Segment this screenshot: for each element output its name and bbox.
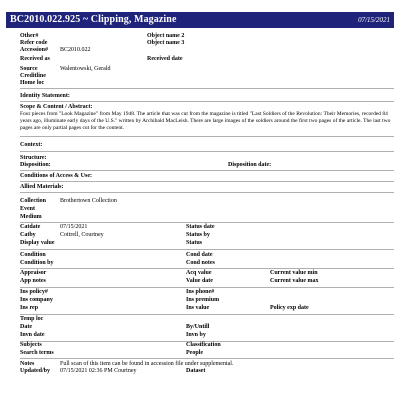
current-value-max-label: Current value max	[270, 278, 319, 284]
condition-by-label: Condition by	[20, 260, 54, 266]
divider	[20, 287, 394, 288]
row-subjects	[20, 342, 392, 350]
ins-premium-label: Ins premium	[186, 297, 220, 303]
row-received	[20, 56, 392, 64]
row-allied-materials	[20, 184, 392, 192]
value-date-label: Value date	[186, 278, 213, 284]
status-date-label: Status date	[186, 224, 215, 230]
scope-content-text: Four pieces from "Look Magazine" from May 1948. The article that was cut from the magazine is titled "Last Soldiers of the Revolution: Their Memories, recorded 84 years ago, illuminate early days of the U.S." written by Archibald MacLeish. There are large images of the soldiers around the first two pages of the article. The last two pages are only partial pages cut for the content.	[20, 111, 391, 131]
policy-exp-date-label: Policy exp date	[270, 305, 309, 311]
updated-by-label: Updated/by	[20, 368, 51, 374]
status-label: Status	[186, 240, 203, 246]
divider	[20, 192, 394, 193]
display-value-label: Display value	[20, 240, 55, 246]
allied-materials-label: Allied Materials:	[20, 184, 64, 190]
row-app-notes	[20, 278, 392, 286]
ins-rep-label: Ins rep	[20, 305, 39, 311]
divider	[20, 314, 394, 315]
catdate-label: Catdate	[20, 224, 41, 230]
search-terms-label: Search terms	[20, 350, 54, 356]
notes-value: Full scan of this item can be found in accession file under supplemental.	[60, 361, 234, 367]
ins-phone-label: Ins phone#	[186, 289, 215, 295]
row-catdate	[20, 224, 392, 232]
catdate-value: 07/15/2021	[60, 224, 88, 230]
invn-by-label: Invn by	[186, 332, 206, 338]
home-loc-label: Home loc	[20, 80, 45, 86]
structure-label: Structure:	[20, 155, 47, 161]
context-label: Context:	[20, 142, 43, 148]
event-label: Event	[20, 206, 35, 212]
row-updated-by	[20, 368, 392, 376]
ins-company-label: Ins company	[20, 297, 53, 303]
temp-loc-label: Temp loc	[20, 316, 44, 322]
disposition-label: Disposition:	[20, 162, 51, 168]
identity-statement-label: Identity Statement:	[20, 93, 70, 99]
object-name-3-label: Object name 3	[147, 40, 185, 46]
row-invn-date	[20, 332, 392, 340]
scope-content-label: Scope & Content / Abstract:	[20, 104, 93, 110]
object-name-2-label: Object name 2	[147, 33, 185, 39]
row-identity	[20, 93, 392, 101]
row-display-value	[20, 240, 392, 248]
divider	[20, 136, 394, 137]
divider	[20, 268, 394, 269]
row-temp-loc	[20, 316, 392, 324]
people-label: People	[186, 350, 203, 356]
collection-value: Brothertown Collection	[60, 198, 117, 204]
conditions-access-label: Conditions of Access & Use:	[20, 173, 92, 179]
disposition-date-label: Disposition date:	[228, 162, 272, 168]
row-medium	[20, 214, 392, 222]
classification-label: Classification	[186, 342, 221, 348]
received-date-label: Received date	[147, 56, 183, 62]
row-event	[20, 206, 392, 214]
refer-code-label: Refer code	[20, 40, 48, 46]
row-appraisor	[20, 270, 392, 278]
catby-label: Catby	[20, 232, 36, 238]
accession-label: Accession#	[20, 47, 48, 53]
divider	[20, 181, 394, 182]
ins-value-label: Ins value	[186, 305, 210, 311]
record-title: BC2010.022.925 ~ Clipping, Magazine	[10, 14, 177, 25]
subjects-label: Subjects	[20, 342, 42, 348]
row-collection	[20, 198, 392, 206]
app-notes-label: App notes	[20, 278, 46, 284]
accession-value: BC2010.022	[60, 47, 91, 53]
row-date	[20, 324, 392, 332]
row-conditions-access	[20, 173, 392, 181]
acq-value-label: Acq value	[186, 270, 212, 276]
medium-label: Medium	[20, 214, 42, 220]
record-header	[6, 12, 394, 28]
current-value-min-label: Current value min	[270, 270, 318, 276]
ins-policy-label: Ins policy#	[20, 289, 48, 295]
row-home-loc	[20, 80, 392, 88]
row-ins-company	[20, 297, 392, 305]
collection-label: Collection	[20, 198, 46, 204]
row-condition	[20, 252, 392, 260]
source-value: Walentowski, Gerald	[60, 66, 111, 72]
divider	[20, 358, 394, 359]
other-num-label: Other#	[20, 33, 39, 39]
appraisor-label: Appraisor	[20, 270, 47, 276]
header-date: 07/15/2021	[358, 16, 390, 24]
row-catby	[20, 232, 392, 240]
by-until-label: By/Untill	[186, 324, 210, 330]
invn-date-label: Invn date	[20, 332, 45, 338]
condition-label: Condition	[20, 252, 46, 258]
row-search-terms	[20, 350, 392, 358]
received-as-label: Received as	[20, 56, 50, 62]
source-label: Source	[20, 66, 38, 72]
status-by-label: Status by	[186, 232, 210, 238]
row-condition-by	[20, 260, 392, 268]
updated-by-value: 07/15/2021 02:36 PM Courtney	[60, 368, 137, 374]
row-accession	[20, 47, 392, 55]
row-ins-policy	[20, 289, 392, 297]
notes-label: Notes	[20, 361, 35, 367]
cond-notes-label: Cond notes	[186, 260, 215, 266]
divider	[20, 151, 394, 152]
row-ins-rep	[20, 305, 392, 313]
row-context	[20, 142, 392, 150]
divider	[20, 88, 394, 89]
divider	[20, 170, 394, 171]
divider	[20, 101, 394, 102]
row-disposition	[20, 162, 392, 170]
catby-value: Cottrell, Courtney	[60, 232, 104, 238]
creditline-label: Creditline	[20, 73, 46, 79]
divider	[20, 249, 394, 250]
dataset-label: Dataset	[186, 368, 206, 374]
date-label: Date	[20, 324, 32, 330]
cond-date-label: Cond date	[186, 252, 213, 258]
divider	[20, 222, 394, 223]
